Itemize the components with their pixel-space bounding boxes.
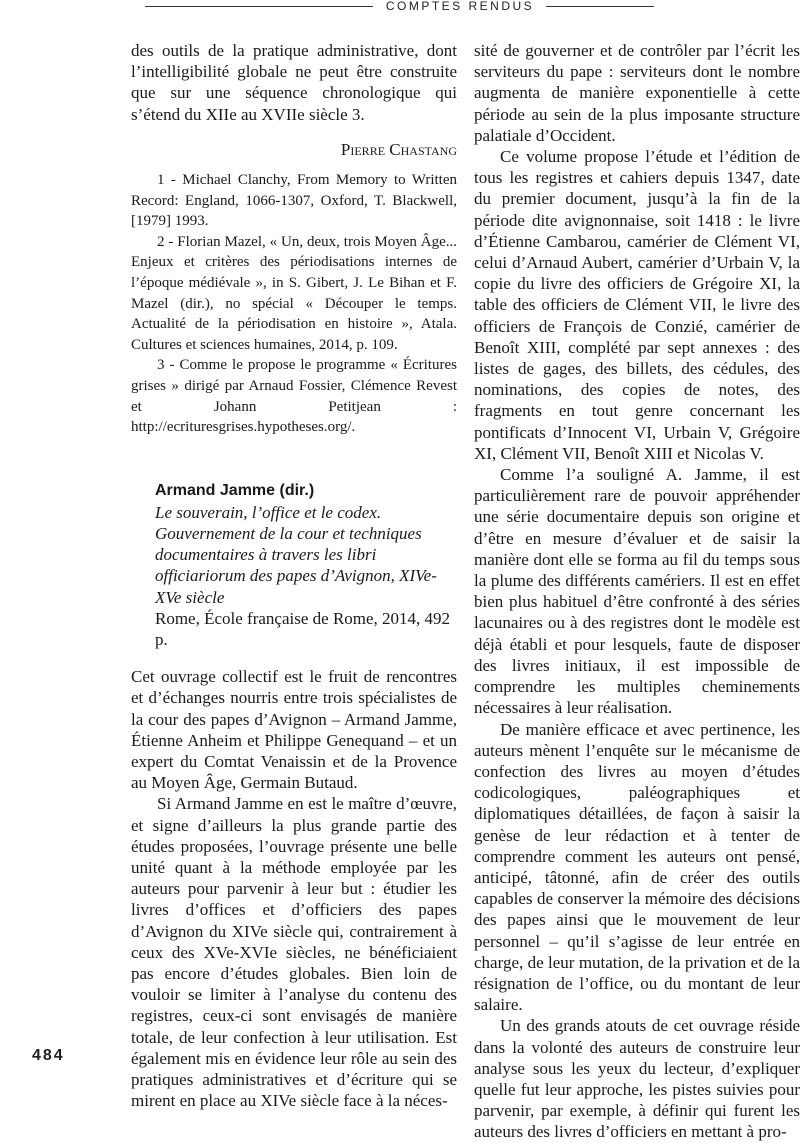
body-paragraph-1: Cet ouvrage collectif est le fruit de rencontres et d’échanges nourris entre trois spécialistes de la cour des papes d’Avignon – Armand Jamme, Étienne Anheim et Philippe Genequand – et un expert du Comtat Venaissin et de la Provence au Moyen Âge, Germain Butaud. (131, 667, 457, 793)
right-column (474, 40, 800, 1143)
header-rule-right (546, 6, 654, 7)
intro-paragraph: des outils de la pratique administrative, dont l’intelligibilité globale ne peut être construite que sur une séquence chronologique qui s’étend du XIIe au XVIIe siècle 3. (131, 41, 457, 124)
page-number: 484 (32, 1047, 65, 1064)
review-heading (155, 480, 457, 650)
body-paragraph-2: Si Armand Jamme en est le maître d’œuvre, et signe d’ailleurs la plus grande partie des études proposées, l’ouvrage présente une belle unité quant à la méthode employée par les auteurs pour parvenir à leur but : étudier les livres d’offices et d’officiers des papes d’Avignon du XIVe siècle qui, contrairement à ceux des XVe-XVIe siècles, ne bénéficiaient pas encore d’études globales. Bien loin de vouloir se limiter à l’analyse du contenu des registres, ceux-ci sont envisagés de manière totale, de leur confection à leur utilisation. Est également mis en évidence leur rôle au sein des pratiques administratives et d’écriture qui se mirent en place au XIVe siècle face à la néces- (131, 794, 457, 1111)
right-paragraph-2: Ce volume propose l’étude et l’édition de tous les registres et cahiers depuis 1347, date du premier document, jusqu’à la fin de la période dite avignonnaise, soit 1418 : le livre d’Étienne Cambarou, camérier de Clément VI, celui d’Arnaud Aubert, camérier d’Urbain V, la copie du livre des officiers de Grégoire XI, la table des officiers de Clément VII, le livre des officiers de François de Conzié, camérier de Benoît XIII, complété par sept annexes : des listes de gages, des billets, des cédules, des nominations, des copies de notes, des fragments en tout genre concernant les pontificats d’Innocent VI, Urbain V, Grégoire XI, Clément VII, Benoît XIII et Nicolas V. (474, 147, 800, 463)
review-title: Le souverain, l’office et le codex. Gouvernement de la cour et techniques documentaires à travers les libri officiariorum des papes d’Avignon, XIVe-XVe siècle (155, 502, 437, 607)
footnote-3: 3 - Comme le propose le programme « Écritures grises » dirigé par Arnaud Fossier, Clémence Revest et Johann Petitjean : http://ecrituresgrises.hypotheses.org/. (131, 357, 457, 436)
footnote-1: 1 - Michael Clanchy, From Memory to Written Record: England, 1066-1307, Oxford, T. Blackwell, [1979] 1993. (131, 172, 457, 230)
review-publication: Rome, École française de Rome, 2014, 492 p. (155, 608, 451, 649)
running-header: COMPTES RENDUS (385, 0, 535, 13)
left-column (131, 40, 457, 1111)
right-paragraph-5: Un des grands atouts de cet ouvrage réside dans la volonté des auteurs de construire leur analyse sous les yeux du lecteur, d’expliquer quelle fut leur approche, les pistes suivies pour parvenir, par exemple, à définir qui furent les auteurs des livres d’officiers en mettant à pro- (474, 1016, 800, 1142)
footnote-2: 2 - Florian Mazel, « Un, deux, trois Moyen Âge... Enjeux et critères des périodisations internes de l’époque médiévale », in S. Gibert, J. Le Bihan et F. Mazel (dir.), no spécial « Découper le temps. Actualité de la périodisation en histoire », Atala. Cultures et sciences humaines, 2014, p. 109. (131, 233, 457, 353)
review-signature: Pierre Chastang (340, 139, 457, 159)
footnotes (131, 170, 457, 438)
right-paragraph-1: sité de gouverner et de contrôler par l’écrit les serviteurs du pape : serviteurs dont le nombre augmenta de manière exponentielle à cette période au sein de la plus imposante structure palatiale d’Occident. (474, 41, 800, 145)
right-paragraph-4: De manière efficace et avec pertinence, les auteurs mènent l’enquête sur le mécanisme de confection des livres au moyen d’études codicologiques, paléographiques et diplomatiques détaillées, de façon à saisir la genèse de leur rédaction et à tenter de comprendre comment les auteurs ont pensé, anticipé, tâtonné, afin de créer des outils capables de conserver la mémoire des décisions des papes ainsi que le mouvement de leur personnel – qu’il s’agisse de leur entrée en charge, de leur mutation, de la privation et de la résignation de l’office, ou du montant de leur salaire. (474, 719, 800, 1015)
review-author: Armand Jamme (dir.) (155, 481, 315, 499)
right-paragraph-3: Comme l’a souligné A. Jamme, il est particulièrement rare de pouvoir appréhender une série documentaire depuis son origine et d’être en mesure d’évaluer et de saisir la manière dont elle se forma au fil du temps sous la plume des différents camériers. Il est en effet bien plus habituel d’être confronté à des séries lacunaires ou à des registres dont le modèle est déjà établi et pour lesquels, faute de disposer des livres initiaux, il est impossible de comprendre les multiples cheminements nécessaires à leur réalisation. (474, 465, 800, 718)
header-rule-left (145, 6, 373, 7)
